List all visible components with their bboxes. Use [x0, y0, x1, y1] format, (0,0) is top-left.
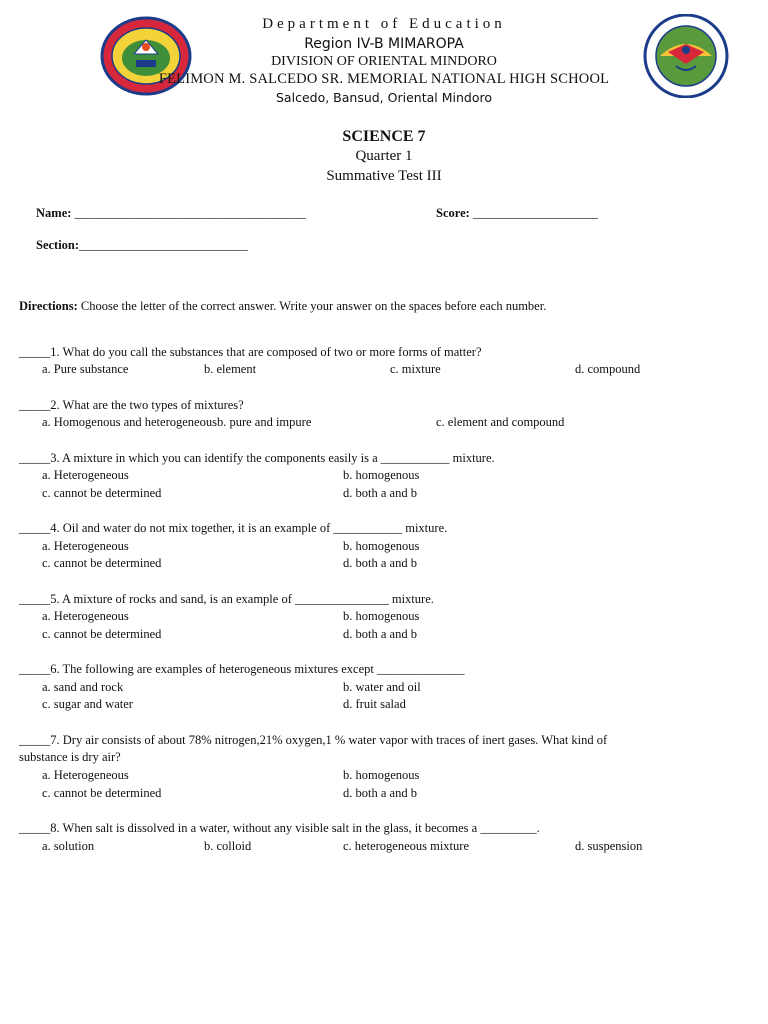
- question-1: _____1. What do you call the substances that are composed of two or more forms of matter?: [19, 345, 482, 359]
- q4-option-d: d. both a and b: [343, 556, 417, 570]
- question-5: _____5. A mixture of rocks and sand, is an example of _______________ mixture.: [19, 592, 434, 606]
- test-title: Summative Test III: [326, 168, 442, 184]
- q7-option-b: b. homogenous: [343, 768, 420, 782]
- q3-option-c: c. cannot be determined: [42, 486, 162, 500]
- address-heading: Salcedo, Bansud, Oriental Mindoro: [276, 90, 492, 105]
- q1-option-c: c. mixture: [390, 362, 441, 376]
- q5-option-b: b. homogenous: [343, 609, 420, 623]
- q3-option-d: d. both a and b: [343, 486, 417, 500]
- q7-option-c: c. cannot be determined: [42, 786, 162, 800]
- q5-option-c: c. cannot be determined: [42, 627, 162, 641]
- q4-option-b: b. homogenous: [343, 539, 420, 553]
- q4-option-a: a. Heterogeneous: [42, 539, 129, 553]
- name-field: [36, 206, 306, 221]
- question-3: _____3. A mixture in which you can identify the components easily is a ___________ mixture.: [19, 451, 495, 465]
- school-heading: FELIMON M. SALCEDO SR. MEMORIAL NATIONAL HIGH SCHOOL: [158, 71, 610, 87]
- name-label: Name:: [36, 206, 72, 220]
- question-4: _____4. Oil and water do not mix together, it is an example of ___________ mixture.: [19, 521, 448, 535]
- subject-title: SCIENCE 7: [342, 128, 426, 145]
- section-line: ___________________________: [79, 238, 248, 252]
- directions-label: Directions:: [19, 299, 78, 313]
- question-2: _____2. What are the two types of mixtures?: [19, 398, 244, 412]
- q8-option-d: d. suspension: [575, 839, 643, 853]
- score-field: [436, 206, 598, 221]
- q8-option-a: a. solution: [42, 839, 95, 853]
- q1-option-a: a. Pure substance: [42, 362, 129, 376]
- section-field: [36, 238, 248, 253]
- q6-option-a: a. sand and rock: [42, 680, 124, 694]
- q1-option-d: d. compound: [575, 362, 641, 376]
- q3-option-b: b. homogenous: [343, 468, 420, 482]
- quarter-title: Quarter 1: [355, 148, 413, 164]
- q7-option-d: d. both a and b: [343, 786, 417, 800]
- score-label: Score:: [436, 206, 470, 220]
- question-8: _____8. When salt is dissolved in a water, without any visible salt in the glass, it becomes a _________.: [19, 821, 540, 835]
- q2-option-c: c. element and compound: [436, 415, 565, 429]
- name-line: _____________________________________: [74, 206, 306, 220]
- department-heading: Department of Education: [262, 16, 506, 32]
- q5-option-a: a. Heterogeneous: [42, 609, 129, 623]
- q6-option-d: d. fruit salad: [343, 697, 406, 711]
- q3-option-a: a. Heterogeneous: [42, 468, 129, 482]
- q4-option-c: c. cannot be determined: [42, 556, 162, 570]
- division-heading: DIVISION OF ORIENTAL MINDORO: [271, 54, 497, 69]
- section-label: Section:: [36, 238, 80, 252]
- q5-option-d: d. both a and b: [343, 627, 417, 641]
- q8-option-c: c. heterogeneous mixture: [343, 839, 469, 853]
- region-heading: Region IV-B MIMAROPA: [304, 36, 464, 52]
- question-6: _____6. The following are examples of heterogeneous mixtures except ______________: [19, 662, 465, 676]
- q2-option-ab: a. Homogenous and heterogeneousb. pure and impure: [42, 415, 312, 429]
- q8-option-b: b. colloid: [204, 839, 252, 853]
- q7-option-a: a. Heterogeneous: [42, 768, 129, 782]
- question-7-line-2: substance is dry air?: [19, 750, 121, 764]
- score-line: ____________________: [472, 206, 598, 220]
- directions: [19, 299, 546, 314]
- directions-text: Choose the letter of the correct answer. Write your answer on the spaces before each number.: [77, 299, 547, 313]
- question-7-line-1: _____7. Dry air consists of about 78% nitrogen,21% oxygen,1 % water vapor with traces of inert gases. What kind of: [19, 733, 608, 747]
- q1-option-b: b. element: [204, 362, 257, 376]
- q6-option-b: b. water and oil: [343, 680, 421, 694]
- q6-option-c: c. sugar and water: [42, 697, 133, 711]
